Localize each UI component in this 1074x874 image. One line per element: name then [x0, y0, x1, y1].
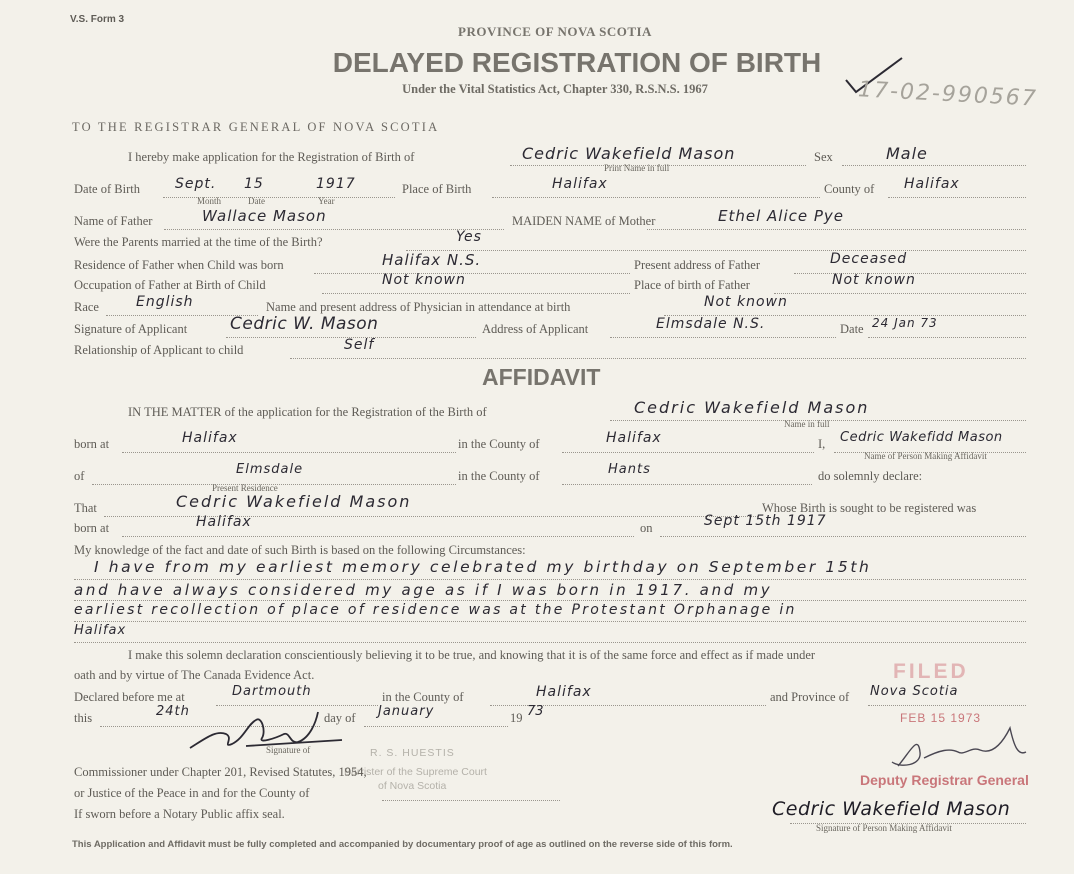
county-value: Halifax — [904, 176, 960, 192]
footer-note: This Application and Affidavit must be fully completed and accompanied by documentary proof of age as outlined on the reverse side of this form. — [72, 839, 733, 850]
this-label: this — [74, 711, 93, 725]
year-prefix: 19 — [510, 711, 523, 725]
declare-label: do solemnly declare: — [818, 469, 923, 483]
aff-residence-value: Elmsdale — [236, 462, 304, 477]
sex-value: Male — [886, 144, 928, 163]
whose-birth-label: Whose Birth is sought to be registered was — [762, 501, 977, 515]
place-birth-value: Halifax — [552, 176, 608, 192]
commissioner-stamp-province: of Nova Scotia — [378, 780, 447, 792]
dob-day-value: 15 — [244, 176, 264, 192]
born-at-label-2: born at — [74, 521, 110, 535]
act-reference: Under the Vital Statistics Act, Chapter 330, R.S.N.S. 1967 — [402, 82, 708, 96]
month-hint: Month — [197, 196, 222, 206]
mother-value: Ethel Alice Pye — [718, 207, 845, 225]
place-birth-label: Place of Birth — [402, 182, 472, 196]
aff-child-value: Cedric Wakefield Mason — [634, 398, 870, 417]
commissioner-stamp-title: Barrister of the Supreme Court — [344, 766, 487, 778]
that-name-value: Cedric Wakefield Mason — [176, 492, 412, 511]
that-label: That — [74, 501, 97, 515]
in-county-label: in the County of — [458, 437, 540, 451]
of-label: of — [74, 469, 85, 483]
occupation-value: Not known — [382, 272, 466, 288]
dob-month-value: Sept. — [175, 176, 217, 192]
present-residence-hint: Present Residence — [212, 483, 278, 493]
year-hint: Year — [318, 196, 335, 206]
declared-province-value: Nova Scotia — [870, 684, 959, 699]
county-label: County of — [824, 182, 875, 196]
declared-before-label: Declared before me at — [74, 690, 185, 704]
name-person-hint: Name of Person Making Affidavit — [864, 451, 987, 461]
solemn-line-1: I make this solemn declaration conscientiously believing it to be true, and knowing that it is of the same force and effect as if made under — [128, 648, 816, 662]
aff-person-value: Cedric Wakefidd Mason — [840, 430, 1003, 445]
i-label: I, — [818, 437, 826, 451]
circumstance-line-1: I have from my earliest memory celebrated my birthday on September 15th — [94, 558, 872, 576]
commissioner-stamp-name: R. S. HUESTIS — [370, 747, 455, 759]
application-date-value: 24 Jan 73 — [872, 316, 938, 330]
sex-label: Sex — [814, 150, 833, 164]
and-province-label: and Province of — [770, 690, 850, 704]
aff-county-value: Halifax — [606, 430, 662, 446]
father-label: Name of Father — [74, 214, 153, 228]
circumstance-line-3: earliest recollection of place of residence was at the Protestant Orphanage in — [74, 602, 797, 618]
file-number: 17-02-990567 — [857, 77, 1039, 112]
day-value: 24th — [156, 704, 190, 719]
affidavit-heading: AFFIDAVIT — [482, 364, 601, 390]
race-label: Race — [74, 300, 99, 314]
occupation-label: Occupation of Father at Birth of Child — [74, 278, 266, 292]
knowledge-label: My knowledge of the fact and date of such Birth is based on the following Circumstances: — [74, 543, 526, 557]
form-title: DELAYED REGISTRATION OF BIRTH — [332, 47, 822, 78]
person-signature-value: Cedric Wakefield Mason — [772, 798, 1011, 820]
child-name-value: Cedric Wakefield Mason — [522, 144, 736, 163]
signature-applicant-label: Signature of Applicant — [74, 322, 188, 336]
married-label: Were the Parents married at the time of the Birth? — [74, 235, 323, 249]
married-value: Yes — [456, 229, 482, 245]
filed-stamp: FILED — [893, 660, 969, 683]
race-value: English — [136, 294, 194, 310]
born-at-2-value: Halifax — [196, 514, 252, 530]
present-address-label: Present address of Father — [634, 258, 761, 272]
relationship-value: Self — [344, 337, 375, 353]
date-hint: Date — [248, 196, 265, 206]
solemn-line-2: oath and by virtue of The Canada Evidence Act. — [74, 668, 315, 682]
declared-county-value: Halifax — [536, 684, 592, 700]
declared-at-value: Dartmouth — [232, 684, 312, 699]
on-label: on — [640, 521, 653, 535]
residence-father-value: Halifax N.S. — [382, 251, 482, 269]
circumstance-line-2: and have always considered my age as if I was born in 1917. and my — [74, 581, 773, 599]
day-of-label: day of — [324, 711, 356, 725]
address-applicant-label: Address of Applicant — [482, 322, 589, 336]
father-birthplace-label: Place of birth of Father — [634, 278, 750, 292]
filed-date-stamp: FEB 15 1973 — [900, 711, 982, 725]
signature-of-hint: Signature of — [266, 745, 311, 755]
mother-label: MAIDEN NAME of Mother — [512, 214, 656, 228]
to-registrar: TO THE REGISTRAR GENERAL OF NOVA SCOTIA — [72, 120, 440, 134]
address-applicant-value: Elmsdale N.S. — [656, 316, 766, 332]
month-value: January — [378, 704, 435, 719]
residence-father-label: Residence of Father when Child was born — [74, 258, 284, 272]
print-name-hint: Print Name in full — [604, 163, 670, 173]
date-label: Date — [840, 322, 864, 336]
father-birthplace-value: Not known — [832, 272, 916, 288]
justice-label: or Justice of the Peace in and for the County of — [74, 786, 310, 800]
dob-label: Date of Birth — [74, 182, 140, 196]
apply-label: I hereby make application for the Registration of Birth of — [128, 150, 415, 164]
aff-res-county-value: Hants — [608, 462, 651, 477]
physician-label: Name and present address of Physician in attendance at birth — [266, 300, 571, 314]
year-suffix-value: 73 — [527, 704, 544, 719]
in-county-label-3: in the County of — [382, 690, 464, 704]
relationship-label: Relationship of Applicant to child — [74, 343, 244, 357]
in-county-label-2: in the County of — [458, 469, 540, 483]
born-on-value: Sept 15th 1917 — [704, 513, 827, 529]
physician-value: Not known — [704, 294, 788, 310]
commissioner-label: Commissioner under Chapter 201, Revised Statutes, 1954, — [74, 765, 367, 779]
notary-label: If sworn before a Notary Public affix seal. — [74, 807, 285, 821]
deputy-registrar-stamp: Deputy Registrar General — [860, 772, 1029, 788]
circumstance-line-4: Halifax — [74, 623, 127, 638]
province-heading: PROVINCE OF NOVA SCOTIA — [458, 24, 652, 39]
dob-year-value: 1917 — [316, 176, 356, 192]
present-address-value: Deceased — [830, 251, 908, 267]
registrar-signature — [880, 722, 1030, 772]
born-at-label: born at — [74, 437, 110, 451]
signature-applicant-value: Cedric W. Mason — [230, 314, 379, 334]
form-number: V.S. Form 3 — [70, 14, 125, 25]
name-in-full-hint: Name in full — [784, 419, 830, 429]
father-value: Wallace Mason — [202, 207, 327, 225]
in-matter-label: IN THE MATTER of the application for the Registration of the Birth of — [128, 405, 487, 419]
aff-born-at-value: Halifax — [182, 430, 238, 446]
signature-person-hint: Signature of Person Making Affidavit — [816, 823, 952, 833]
